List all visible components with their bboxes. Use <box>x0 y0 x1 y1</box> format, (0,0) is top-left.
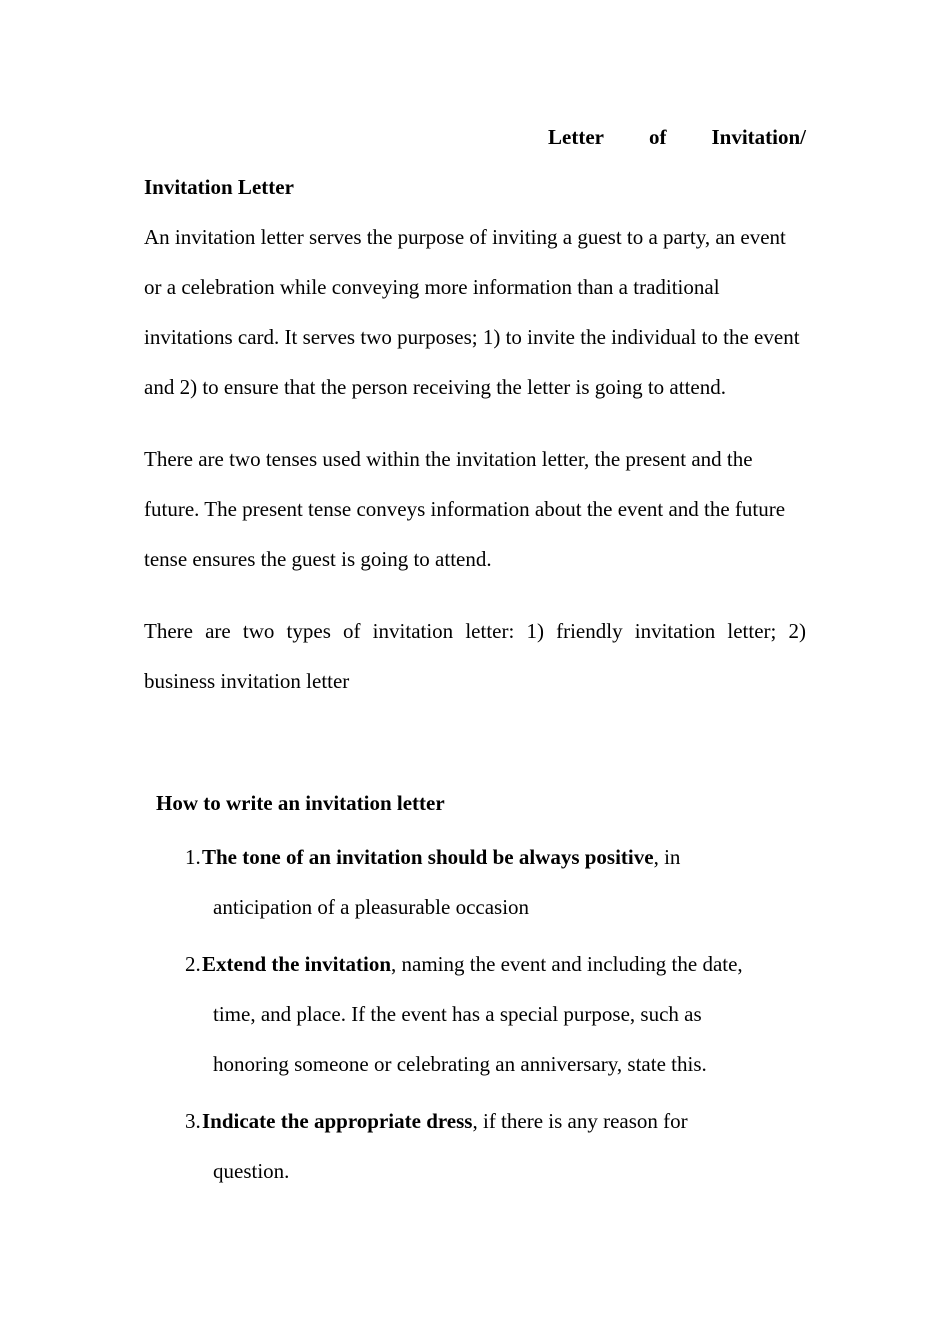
document-content <box>144 112 806 1203</box>
list-item <box>144 939 779 1089</box>
title-word-invitation: Invitation/ <box>711 125 806 149</box>
paragraph-intro: An invitation letter serves the purpose of inviting a guest to a party, an event or a celebration while conveying more information than a traditional invitations card. It serves two purposes; 1) to invite the individual to the event and 2) to ensure that the person receiving the letter is going to attend. <box>144 225 800 399</box>
title-line-1 <box>548 112 806 162</box>
list-item <box>144 832 713 932</box>
title-line-2: Invitation Letter <box>144 175 294 199</box>
list-item-bold-text: The tone of an invitation should be always positive <box>202 845 654 869</box>
section-heading: How to write an invitation letter <box>156 791 445 815</box>
paragraph-types: There are two types of invitation letter: 1) friendly invitation letter; 2) business invitation letter <box>144 619 806 693</box>
list-item-bold-text: Extend the invitation <box>202 952 392 976</box>
list-item-text: , if there is any reason for question. <box>213 1109 688 1183</box>
list-item-number: 2. <box>185 952 201 976</box>
title-word-letter: Letter <box>548 125 604 149</box>
list-item-bold-text: Indicate the appropriate dress <box>202 1109 473 1133</box>
instructions-list <box>144 832 806 1196</box>
title-word-of: of <box>648 125 667 149</box>
list-item-text: , in anticipation of a pleasurable occasion <box>213 845 681 919</box>
list-item-number: 1. <box>185 845 201 869</box>
list-item-text: , naming the event and including the date, time, and place. If the event has a special purpose, such as honoring someone or celebrating an anniversary, state this. <box>213 952 743 1076</box>
paragraph-tenses: There are two tenses used within the invitation letter, the present and the future. The present tense conveys information about the event and the future tense ensures the guest is going to attend. <box>144 447 786 571</box>
list-item <box>144 1096 733 1196</box>
list-item-number: 3. <box>185 1109 201 1133</box>
